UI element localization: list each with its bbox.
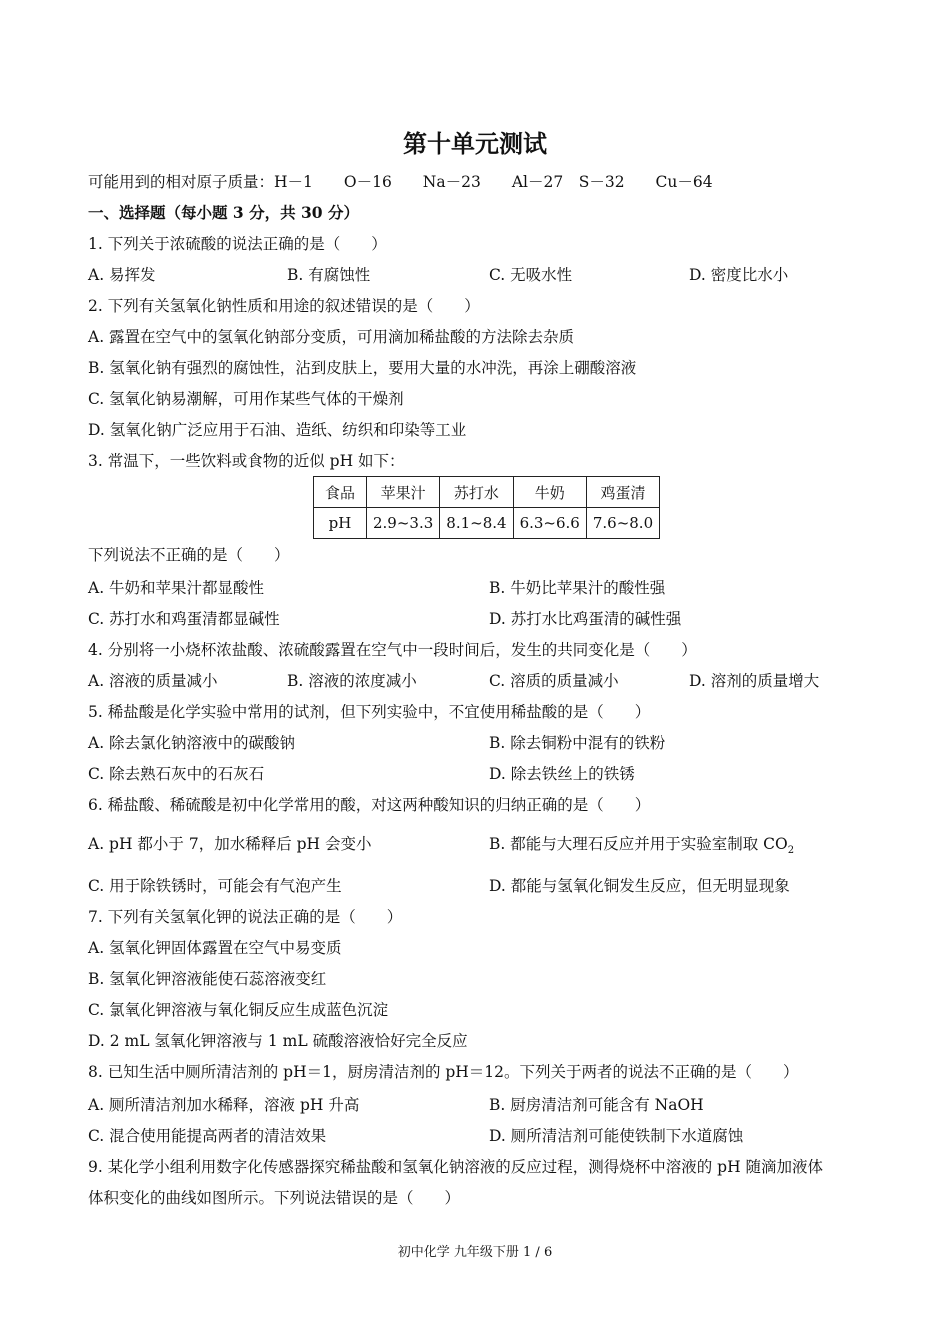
- q1-option-d: D. 密度比水小: [689, 266, 789, 284]
- q3-question: 下列说法不正确的是（ ）: [88, 546, 290, 564]
- q1-option-a: A. 易挥发: [88, 266, 156, 284]
- subscript: 2: [787, 845, 795, 857]
- table-cell: 牛奶: [513, 477, 586, 508]
- q2-option-a: A. 露置在空气中的氢氧化钠部分变质，可用滴加稀盐酸的方法除去杂质: [88, 328, 575, 346]
- q6-stem: 6. 稀盐酸、稀硫酸是初中化学常用的酸，对这两种酸知识的归纳正确的是（ ）: [88, 796, 651, 814]
- q4-option-c: C. 溶质的质量减小: [489, 672, 619, 690]
- q4-option-b: B. 溶液的浓度减小: [287, 672, 417, 690]
- table-cell: 2.9~3.3: [367, 508, 440, 539]
- table-cell: 6.3~6.6: [513, 508, 586, 539]
- q6-option-d: D. 都能与氢氧化铜发生反应，但无明显现象: [489, 877, 790, 895]
- table-cell: 食品: [314, 477, 367, 508]
- q4-option-a: A. 溶液的质量减小: [88, 672, 218, 690]
- atomic-masses: 可能用到的相对原子质量：H－1 O－16 Na－23 Al－27 S－32 Cu－64: [88, 173, 713, 191]
- q2-option-d: D. 氢氧化钠广泛应用于石油、造纸、纺织和印染等工业: [88, 421, 467, 439]
- q3-stem: 3. 常温下，一些饮料或食物的近似 pH 如下：: [88, 452, 405, 470]
- q7-option-a: A. 氢氧化钾固体露置在空气中易变质: [88, 939, 342, 957]
- q1-option-b: B. 有腐蚀性: [287, 266, 371, 284]
- q4-option-d: D. 溶剂的质量增大: [689, 672, 820, 690]
- q7-stem: 7. 下列有关氢氧化钾的说法正确的是（ ）: [88, 908, 403, 926]
- q2-option-c: C. 氢氧化钠易潮解，可用作某些气体的干燥剂: [88, 390, 404, 408]
- q5-option-b: B. 除去铜粉中混有的铁粉: [489, 734, 666, 752]
- q3-option-c: C. 苏打水和鸡蛋清都显碱性: [88, 610, 280, 628]
- q4-stem: 4. 分别将一小烧杯浓盐酸、浓硫酸露置在空气中一段时间后，发生的共同变化是（ ）: [88, 641, 697, 659]
- q7-option-b: B. 氢氧化钾溶液能使石蕊溶液变红: [88, 970, 327, 988]
- page-footer: 初中化学 九年级下册 1 / 6: [397, 1245, 553, 1260]
- q5-option-d: D. 除去铁丝上的铁锈: [489, 765, 635, 783]
- table-cell: 鸡蛋清: [586, 477, 659, 508]
- q5-option-a: A. 除去氯化钠溶液中的碳酸钠: [88, 734, 296, 752]
- q7-option-c: C. 氯氧化钾溶液与氧化铜反应生成蓝色沉淀: [88, 1001, 389, 1019]
- q5-stem: 5. 稀盐酸是化学实验中常用的试剂，但下列实验中，不宜使用稀盐酸的是（ ）: [88, 703, 651, 721]
- table-cell: 苹果汁: [367, 477, 440, 508]
- ph-table: [313, 476, 660, 539]
- q1-option-c: C. 无吸水性: [489, 266, 573, 284]
- q2-stem: 2. 下列有关氢氧化钠性质和用途的叙述错误的是（ ）: [88, 297, 480, 315]
- q7-option-d: D. 2 mL 氢氧化钾溶液与 1 mL 硫酸溶液恰好完全反应: [88, 1032, 468, 1050]
- q6-option-b-text: B. 都能与大理石反应并用于实验室制取 CO: [489, 835, 788, 853]
- q1-stem: 1. 下列关于浓硫酸的说法正确的是（ ）: [88, 235, 387, 253]
- table-row: [314, 477, 660, 508]
- section-heading: 一、选择题（每小题 3 分，共 30 分）: [88, 203, 359, 222]
- table-cell: 苏打水: [440, 477, 513, 508]
- q8-option-b: B. 厨房清洁剂可能含有 NaOH: [489, 1096, 704, 1114]
- table-cell: pH: [314, 508, 367, 539]
- q9-stem-line1: 9. 某化学小组利用数字化传感器探究稀盐酸和氢氧化钠溶液的反应过程，测得烧杯中溶液的 pH 随滴加液体: [88, 1158, 824, 1176]
- q6-option-a: A. pH 都小于 7，加水稀释后 pH 会变小: [88, 835, 372, 853]
- q3-option-a: A. 牛奶和苹果汁都显酸性: [88, 579, 265, 597]
- q8-option-a: A. 厕所清洁剂加水稀释，溶液 pH 升高: [88, 1096, 360, 1114]
- q5-option-c: C. 除去熟石灰中的石灰石: [88, 765, 265, 783]
- q6-option-b: [489, 834, 794, 861]
- q8-option-d: D. 厕所清洁剂可能使铁制下水道腐蚀: [489, 1127, 744, 1145]
- table-row: [314, 508, 660, 539]
- q6-option-c: C. 用于除铁锈时，可能会有气泡产生: [88, 877, 342, 895]
- table-cell: 8.1~8.4: [440, 508, 513, 539]
- q2-option-b: B. 氢氧化钠有强烈的腐蚀性，沾到皮肤上，要用大量的水冲洗，再涂上硼酸溶液: [88, 359, 637, 377]
- q8-option-c: C. 混合使用能提高两者的清洁效果: [88, 1127, 327, 1145]
- q9-stem-line2: 体积变化的曲线如图所示。下列说法错误的是（ ）: [88, 1189, 461, 1207]
- q3-option-b: B. 牛奶比苹果汁的酸性强: [489, 579, 666, 597]
- page-title: 第十单元测试: [403, 129, 547, 158]
- table-cell: 7.6~8.0: [586, 508, 659, 539]
- q8-stem: 8. 已知生活中厕所清洁剂的 pH＝1，厨房清洁剂的 pH＝12。下列关于两者的说法不正确的是（ ）: [88, 1063, 799, 1081]
- q3-option-d: D. 苏打水比鸡蛋清的碱性强: [489, 610, 682, 628]
